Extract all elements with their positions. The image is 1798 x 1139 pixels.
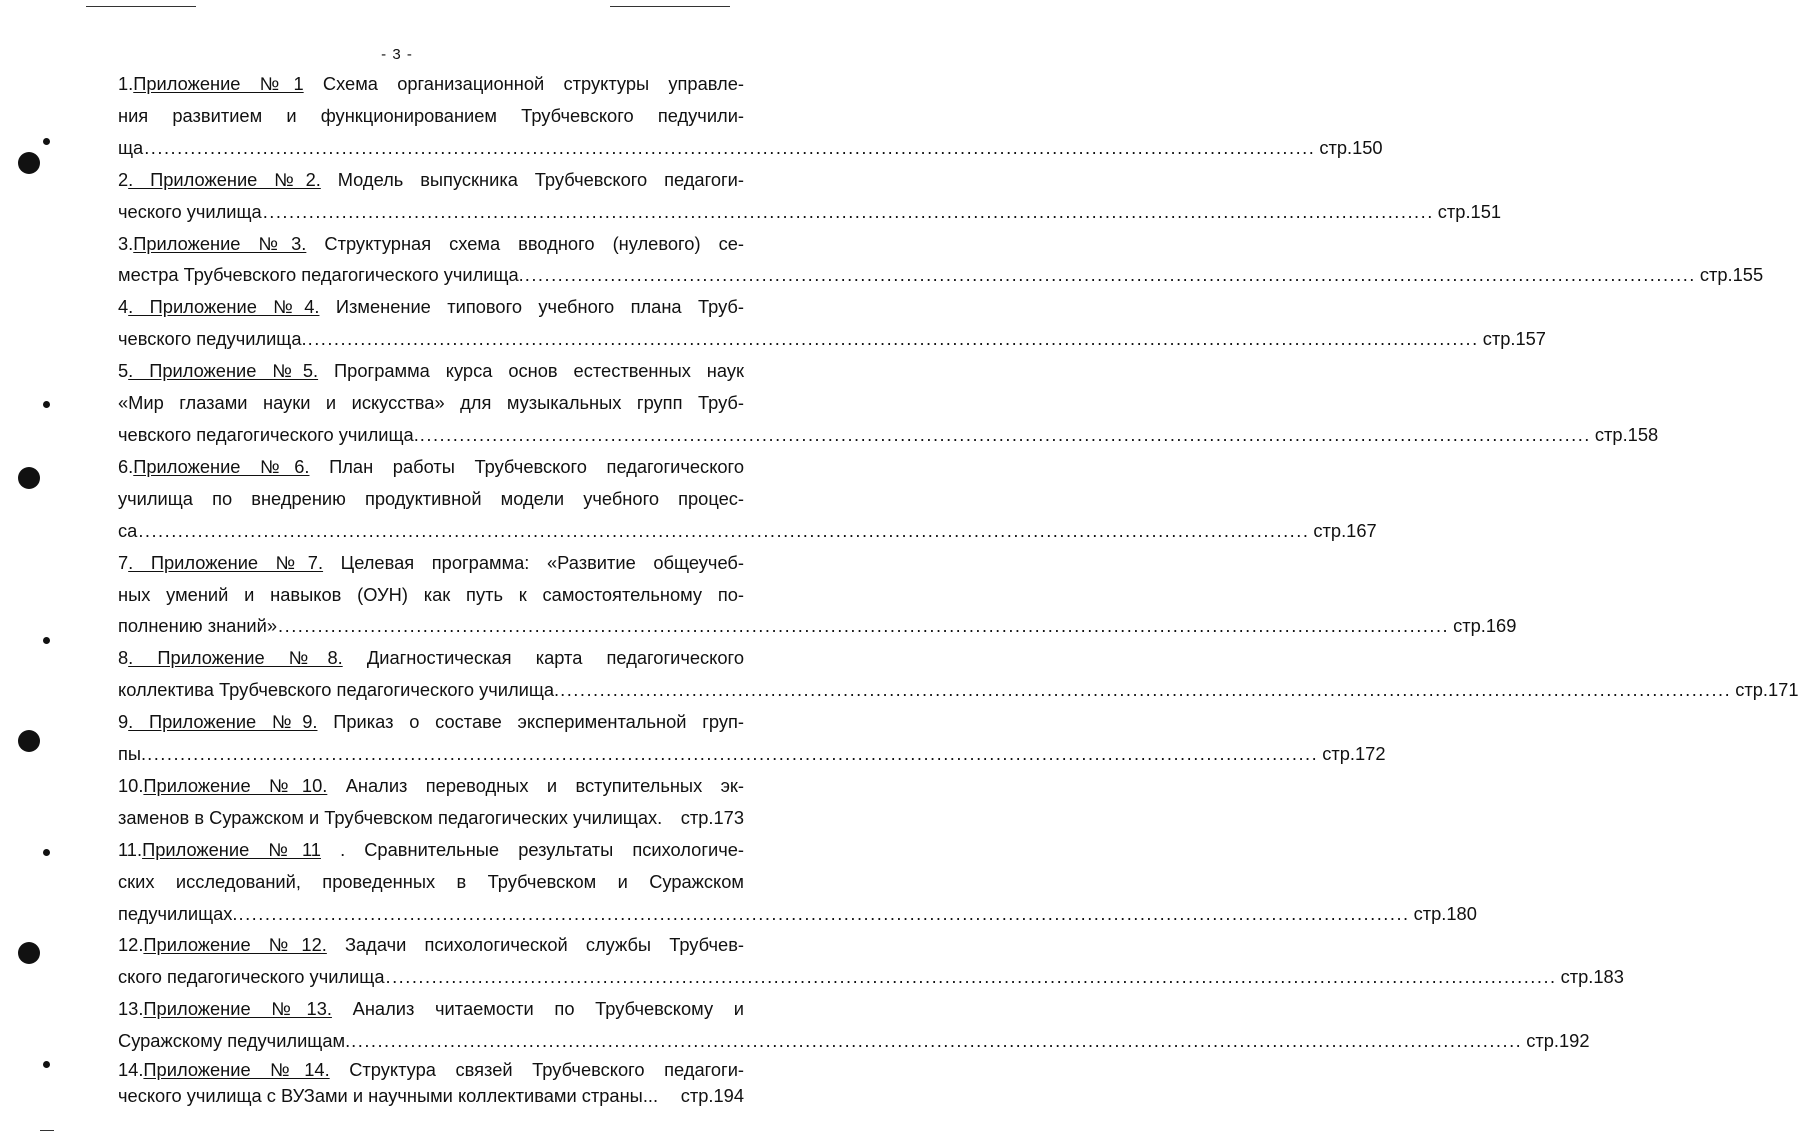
toc-entry-text: Структурная схема вводного (нулевого) се- — [324, 232, 744, 254]
table-of-contents — [118, 68, 1798, 1109]
toc-entry-line — [118, 706, 744, 738]
toc-entry-text: Целевая программа: «Развитие общеучеб- — [340, 551, 744, 573]
page-reference: стр.171 — [1735, 679, 1798, 701]
toc-entry-text: ских исследований, проведенных в Трубчевском и Суражском — [118, 870, 744, 892]
appendix-label: . Приложение №8. — [128, 647, 343, 669]
appendix-label: Приложение №11 — [142, 838, 321, 860]
toc-entry — [118, 355, 1659, 451]
toc-entry-tail: ческого училища с ВУЗами и научными коллективами страны... — [118, 1085, 659, 1107]
toc-entry-text: Анализ переводных и вступительных эк- — [345, 774, 744, 796]
page-reference: стр.151 — [1437, 200, 1502, 222]
toc-entry-text: «Мир глазами науки и искусства» для музыкальных групп Труб- — [118, 392, 744, 414]
toc-entry-text: училища по внедрению продуктивной модели учебного процес- — [118, 487, 744, 509]
page-reference: стр.155 — [1699, 264, 1764, 286]
scan-speck — [86, 6, 196, 7]
toc-entry-text: . Сравнительные результаты психологиче- — [340, 838, 744, 860]
toc-entry-line — [118, 387, 744, 419]
toc-entry-line — [118, 451, 744, 483]
dot-leader — [662, 802, 681, 834]
toc-entry-line — [118, 483, 744, 515]
punch-hole-mark — [43, 1061, 50, 1068]
dot-leader: .................................................................................................................................................................................. — [138, 519, 1310, 541]
toc-entry-line — [118, 1057, 744, 1083]
toc-entry-number: 6. — [118, 455, 134, 477]
toc-entry-last-line — [118, 196, 1502, 228]
dot-leader: .................................................................................................................................................................................. — [278, 615, 1450, 637]
toc-entry-text: ния развитием и функционированием Трубчевского педучили- — [118, 104, 744, 126]
toc-entry-line — [118, 579, 744, 611]
toc-entry-last-line — [118, 132, 1383, 164]
toc-entry-number: 11. — [118, 838, 143, 860]
page-reference: стр.183 — [1560, 966, 1624, 988]
appendix-label: Приложение №14. — [143, 1059, 330, 1081]
toc-entry — [118, 929, 1624, 993]
toc-entry-tail: Суражскому педучилищам. — [118, 1030, 351, 1052]
dot-leader: .................................................................................................................................................................................. — [238, 902, 1410, 924]
toc-entry-text: Программа курса основ естественных наук — [334, 360, 744, 382]
page-reference: стр.167 — [1313, 519, 1377, 541]
dot-leader: .................................................................................................................................................................................. — [262, 200, 1434, 222]
dot-leader: .................................................................................................................................................................................. — [385, 966, 1557, 988]
toc-entry-number: 2 — [118, 168, 129, 190]
toc-entry-line — [118, 291, 744, 323]
appendix-label: Приложение №12. — [143, 934, 327, 956]
toc-entry-tail: заменов в Суражском и Трубчевском педагогических училищах. — [118, 806, 663, 828]
toc-entry-line — [118, 68, 744, 100]
toc-entry-last-line — [118, 610, 1517, 642]
punch-hole-mark — [43, 637, 50, 644]
toc-entry-text: Структура связей Трубчевского педагоги- — [349, 1059, 745, 1081]
toc-entry-number: 7 — [118, 551, 129, 573]
toc-entry-text: Анализ читаемости по Трубчевскому и — [352, 998, 744, 1020]
appendix-label: . Приложение №5. — [128, 360, 319, 382]
page-reference: стр.172 — [1322, 743, 1386, 765]
punch-hole-mark — [18, 152, 40, 174]
toc-entry-text: Диагностическая карта педагогического — [366, 647, 744, 669]
page-reference: стр.150 — [1319, 136, 1383, 158]
toc-entry-last-line — [118, 419, 1659, 451]
dot-leader: .................................................................................................................................................................................. — [524, 264, 1696, 286]
dot-leader: .................................................................................................................................................................................. — [419, 423, 1591, 445]
toc-entry-last-line — [118, 898, 1477, 930]
scan-speck — [40, 1130, 54, 1131]
toc-entry-line — [118, 834, 744, 866]
appendix-label: . Приложение №7. — [128, 551, 324, 573]
appendix-label: Приложение №3. — [133, 232, 307, 254]
scan-speck — [610, 6, 730, 7]
toc-entry-number: 13. — [118, 998, 144, 1020]
toc-entry-number: 5 — [118, 360, 129, 382]
page-reference: стр.158 — [1594, 423, 1659, 445]
toc-entry-last-line — [118, 961, 1624, 993]
dot-leader: .................................................................................................................................................................................. — [144, 136, 1316, 158]
toc-entry-number: 4 — [118, 296, 129, 318]
toc-entry-text: Изменение типового учебного плана Труб- — [335, 296, 744, 318]
toc-entry-tail: педучилищах. — [118, 902, 238, 924]
toc-entry — [118, 642, 1798, 706]
toc-entry-line — [118, 228, 744, 260]
toc-entry-tail: полнению знаний» — [118, 615, 278, 637]
dot-leader: .................................................................................................................................................................................. — [560, 679, 1732, 701]
toc-entry-last-line — [118, 259, 1764, 291]
dot-leader: .................................................................................................................................................................................. — [307, 328, 1479, 350]
toc-entry-line — [118, 770, 744, 802]
toc-entry-tail: ского педагогического училища — [118, 966, 385, 988]
toc-entry-text: Приказ о составе экспериментальной груп- — [333, 711, 744, 733]
toc-entry-tail: пы. — [118, 743, 147, 765]
toc-entry-tail: чевского педучилища. — [118, 328, 307, 350]
toc-entry-last-line — [118, 1025, 1590, 1057]
appendix-label: Приложение №10. — [143, 774, 328, 796]
toc-entry — [118, 993, 1590, 1057]
toc-entry — [118, 228, 1764, 292]
toc-entry-last-line — [118, 515, 1377, 547]
toc-entry-line — [118, 642, 744, 674]
toc-entry-line — [118, 164, 744, 196]
page-reference: стр.192 — [1526, 1030, 1590, 1052]
toc-entry — [118, 547, 1517, 643]
toc-entry — [118, 291, 1546, 355]
toc-entry-number: 12. — [118, 934, 144, 956]
appendix-label: . Приложение №4. — [128, 296, 320, 318]
toc-entry-tail: ческого училища — [118, 200, 262, 222]
toc-entry-line — [118, 929, 744, 961]
toc-entry-number: 14. — [118, 1059, 144, 1081]
page-reference: стр.169 — [1453, 615, 1517, 637]
toc-entry — [118, 68, 1383, 164]
toc-entry — [118, 770, 744, 834]
dot-leader — [658, 1083, 681, 1109]
punch-hole-mark — [43, 138, 50, 145]
toc-entry-text: Модель выпускника Трубчевского педагоги- — [337, 168, 744, 190]
toc-entry-text: Схема организационной структуры управле- — [322, 73, 744, 94]
toc-entry-tail: местра Трубчевского педагогического училища. — [118, 264, 524, 286]
toc-entry-tail: ща — [118, 136, 144, 158]
toc-entry-number: 10. — [118, 774, 144, 796]
toc-entry-number: 8 — [118, 647, 129, 669]
punch-hole-mark — [43, 849, 50, 856]
toc-entry — [118, 164, 1502, 228]
toc-entry-line — [118, 993, 744, 1025]
page-reference: стр.180 — [1413, 902, 1477, 924]
toc-entry — [118, 451, 1377, 547]
toc-entry-line — [118, 866, 744, 898]
page-reference: стр.157 — [1482, 328, 1546, 350]
punch-hole-mark — [18, 467, 40, 489]
toc-entry-line — [118, 100, 744, 132]
toc-entry-number: 3. — [118, 232, 134, 254]
toc-entry-last-line — [118, 323, 1546, 355]
page-reference: стр.173 — [680, 806, 744, 828]
toc-entry-text: Задачи психологической службы Трубчев- — [344, 934, 744, 956]
toc-entry-number: 1. — [118, 73, 134, 94]
toc-entry-tail: чевского педагогического училища. — [118, 423, 419, 445]
toc-entry — [118, 1057, 744, 1109]
toc-entry-text: ных умений и навыков (ОУН) как путь к самостоятельному по- — [118, 583, 744, 605]
toc-entry — [118, 834, 1477, 930]
punch-hole-mark — [43, 401, 50, 408]
toc-entry-text: План работы Трубчевского педагогического — [329, 455, 744, 477]
appendix-label: . Приложение №2. — [128, 168, 321, 190]
appendix-label: Приложение №13. — [143, 998, 332, 1020]
appendix-label: Приложение №1 — [133, 73, 304, 94]
toc-entry-last-line — [118, 802, 744, 834]
dot-leader: .................................................................................................................................................................................. — [351, 1030, 1523, 1052]
toc-entry-line — [118, 547, 744, 579]
toc-entry-tail: коллектива Трубчевского педагогического училища. — [118, 679, 560, 701]
punch-hole-mark — [18, 730, 40, 752]
page-reference: стр.194 — [680, 1085, 744, 1107]
page-number: - 3 - — [381, 46, 413, 63]
appendix-label: . Приложение №9. — [128, 711, 318, 733]
toc-entry — [118, 706, 1386, 770]
dot-leader: .................................................................................................................................................................................. — [147, 743, 1319, 765]
toc-entry-last-line — [118, 674, 1798, 706]
toc-entry-line — [118, 355, 744, 387]
toc-entry-last-line — [118, 738, 1386, 770]
appendix-label: Приложение №6. — [133, 455, 310, 477]
punch-hole-mark — [18, 942, 40, 964]
toc-entry-tail: са — [118, 519, 138, 541]
toc-entry-last-line — [118, 1083, 744, 1109]
toc-entry-number: 9 — [118, 711, 129, 733]
